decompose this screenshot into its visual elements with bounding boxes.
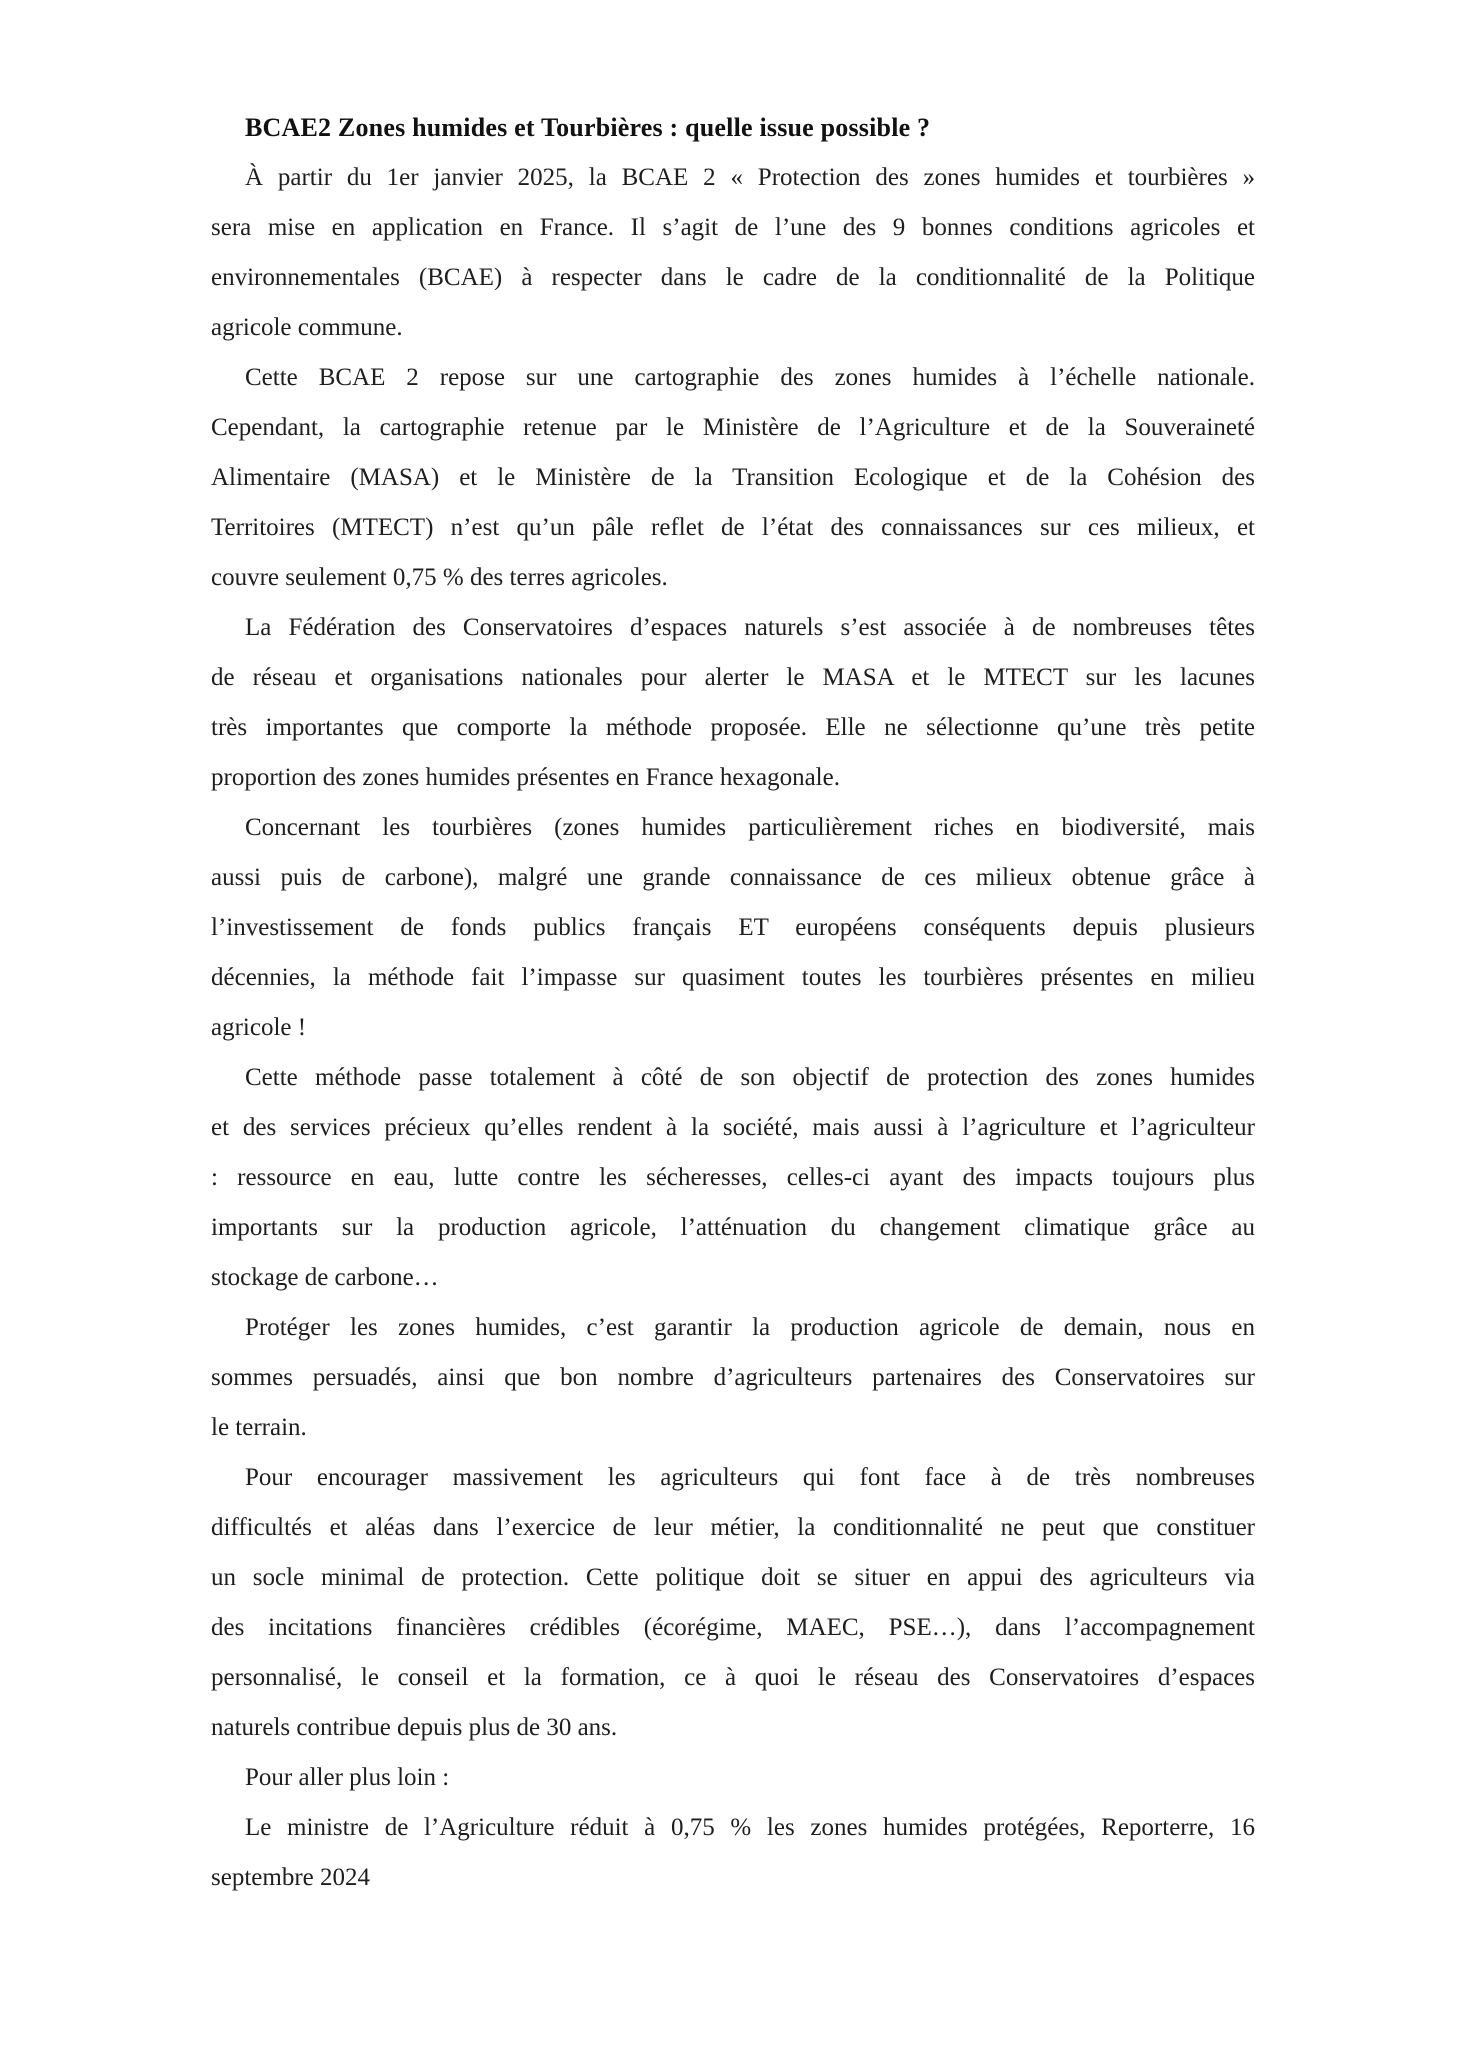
paragraph-line: : ressource en eau, lutte contre les sécheresses, celles-ci ayant des impacts toujours plus	[211, 1164, 1255, 1191]
paragraph-line: personnalisé, le conseil et la formation, ce à quoi le réseau des Conservatoires d’espaces	[211, 1664, 1255, 1691]
paragraph-line: stockage de carbone…	[211, 1264, 439, 1291]
document-body	[211, 103, 1255, 1903]
paragraph-line: très importantes que comporte la méthode proposée. Elle ne sélectionne qu’une très petite	[211, 714, 1255, 741]
paragraph-1	[211, 153, 1255, 353]
paragraph-7	[211, 1453, 1255, 1753]
paragraph-line: Concernant les tourbières (zones humides particulièrement riches en biodiversité, mais	[245, 814, 1255, 841]
paragraph-line: septembre 2024	[211, 1864, 370, 1891]
paragraph-8	[211, 1753, 1255, 1803]
paragraph-line: le terrain.	[211, 1414, 307, 1441]
paragraph-line: Pour encourager massivement les agriculteurs qui font face à de très nombreuses	[245, 1464, 1255, 1491]
paragraph-line: Pour aller plus loin :	[245, 1764, 450, 1791]
paragraph-line: sera mise en application en France. Il s’agit de l’une des 9 bonnes conditions agricoles et	[211, 214, 1255, 241]
paragraph-line: couvre seulement 0,75 % des terres agricoles.	[211, 564, 668, 591]
paragraph-line: aussi puis de carbone), malgré une grande connaissance de ces milieux obtenue grâce à	[211, 864, 1255, 891]
paragraph-line: environnementales (BCAE) à respecter dans le cadre de la conditionnalité de la Politique	[211, 264, 1255, 291]
paragraph-line: l’investissement de fonds publics français ET européens conséquents depuis plusieurs	[211, 914, 1255, 941]
paragraph-2	[211, 353, 1255, 603]
paragraph-line: À partir du 1er janvier 2025, la BCAE 2 « Protection des zones humides et tourbières »	[245, 164, 1255, 191]
paragraphs-container	[211, 153, 1255, 1903]
paragraph-line: Cette BCAE 2 repose sur une cartographie des zones humides à l’échelle nationale.	[245, 364, 1255, 391]
paragraph-line: agricole commune.	[211, 314, 403, 341]
paragraph-line: proportion des zones humides présentes en France hexagonale.	[211, 764, 840, 791]
paragraph-line: sommes persuadés, ainsi que bon nombre d’agriculteurs partenaires des Conservatoires sur	[211, 1364, 1255, 1391]
paragraph-3	[211, 603, 1255, 803]
paragraph-line: un socle minimal de protection. Cette politique doit se situer en appui des agriculteurs via	[211, 1564, 1255, 1591]
paragraph-line: et des services précieux qu’elles rendent à la société, mais aussi à l’agriculture et l’agriculteur	[211, 1114, 1255, 1141]
paragraph-line: agricole !	[211, 1014, 307, 1041]
paragraph-line: décennies, la méthode fait l’impasse sur quasiment toutes les tourbières présentes en milieu	[211, 964, 1255, 991]
paragraph-line: La Fédération des Conservatoires d’espaces naturels s’est associée à de nombreuses têtes	[245, 614, 1255, 641]
paragraph-line: naturels contribue depuis plus de 30 ans.	[211, 1714, 618, 1741]
paragraph-4	[211, 803, 1255, 1053]
paragraph-line: des incitations financières crédibles (écorégime, MAEC, PSE…), dans l’accompagnement	[211, 1614, 1255, 1641]
paragraph-6	[211, 1303, 1255, 1453]
paragraph-line: Alimentaire (MASA) et le Ministère de la Transition Ecologique et de la Cohésion des	[211, 464, 1255, 491]
paragraph-line: Cette méthode passe totalement à côté de son objectif de protection des zones humides	[245, 1064, 1255, 1091]
paragraph-9	[211, 1803, 1255, 1903]
paragraph-line: Protéger les zones humides, c’est garantir la production agricole de demain, nous en	[245, 1314, 1255, 1341]
paragraph-line: difficultés et aléas dans l’exercice de leur métier, la conditionnalité ne peut que constituer	[211, 1514, 1255, 1541]
paragraph-line: Cependant, la cartographie retenue par le Ministère de l’Agriculture et de la Souveraineté	[211, 414, 1255, 441]
paragraph-5	[211, 1053, 1255, 1303]
paragraph-line: Territoires (MTECT) n’est qu’un pâle reflet de l’état des connaissances sur ces milieux, et	[211, 514, 1255, 541]
paragraph-line: importants sur la production agricole, l’atténuation du changement climatique grâce au	[211, 1214, 1255, 1241]
document-heading: BCAE2 Zones humides et Tourbières : quelle issue possible ?	[245, 113, 931, 142]
paragraph-line: de réseau et organisations nationales pour alerter le MASA et le MTECT sur les lacunes	[211, 664, 1255, 691]
paragraph-line: Le ministre de l’Agriculture réduit à 0,75 % les zones humides protégées, Reporterre, 16	[245, 1814, 1255, 1841]
